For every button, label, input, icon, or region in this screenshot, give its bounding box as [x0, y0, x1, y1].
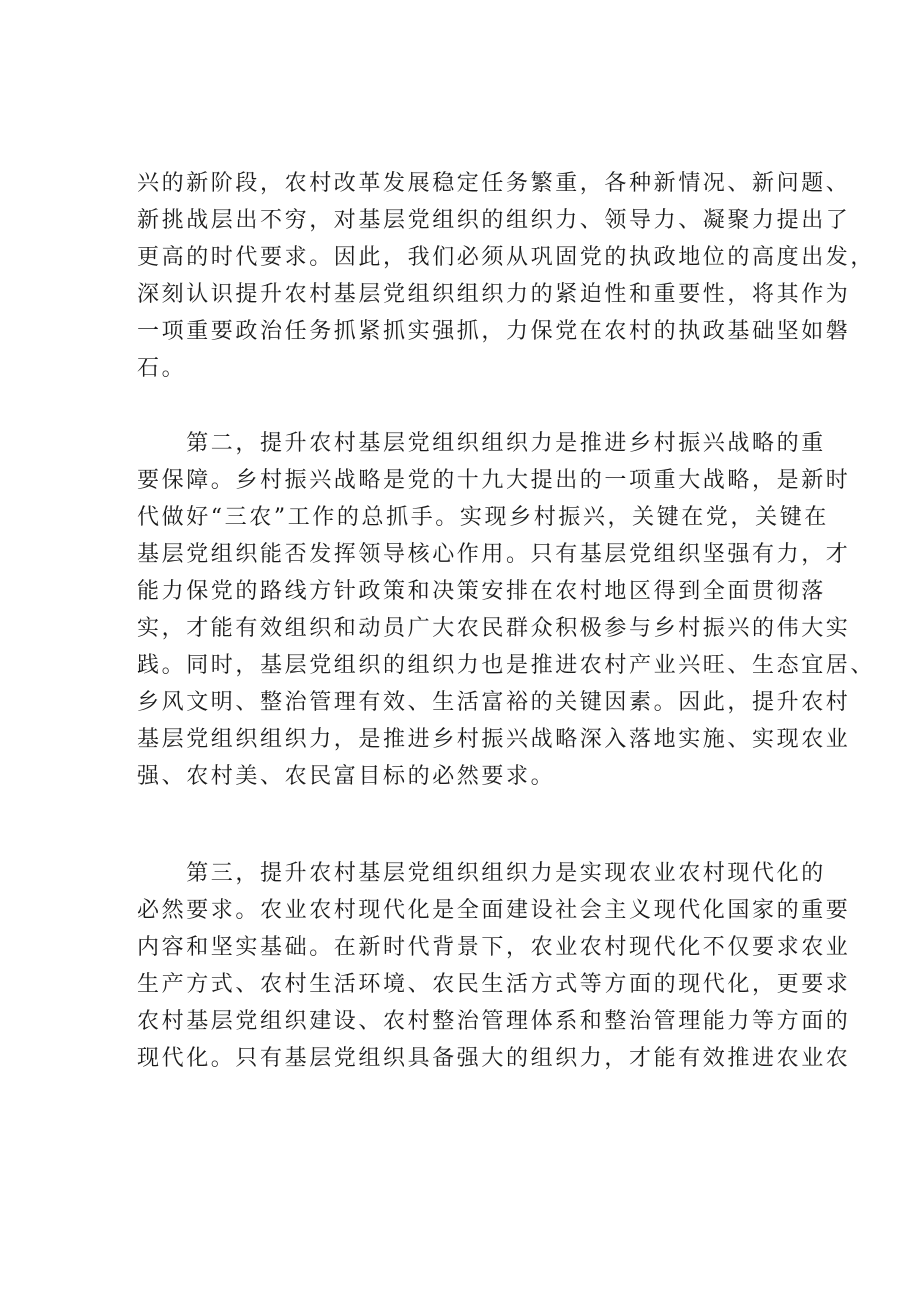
paragraph-1 — [137, 165, 876, 387]
text-line: 生产方式、农村生活环境、农民生活方式等方面的现代化，更要求 — [137, 972, 851, 997]
text-line: 实，才能有效组织和动员广大农民群众积极参与乡村振兴的伟大实 — [137, 616, 851, 641]
text-line: 新挑战层出不穷，对基层党组织的组织力、领导力、凝聚力提出了 — [137, 208, 851, 233]
text-line: 石。 — [137, 356, 187, 381]
paragraph-3 — [137, 855, 851, 1077]
text-line: 更高的时代要求。因此，我们必须从巩固党的执政地位的高度出发， — [137, 245, 876, 270]
text-line: 兴的新阶段，农村改革发展稳定任务繁重，各种新情况、新问题、 — [137, 171, 851, 196]
text-line: 第二，提升农村基层党组织组织力是推进乡村振兴战略的重 — [137, 431, 826, 456]
text-line: 强、农村美、农民富目标的必然要求。 — [137, 764, 556, 789]
text-line: 深刻认识提升农村基层党组织组织力的紧迫性和重要性，将其作为 — [137, 282, 851, 307]
text-line: 基层党组织能否发挥领导核心作用。只有基层党组织坚强有力，才 — [137, 542, 851, 567]
text-line: 现代化。只有基层党组织具备强大的组织力，才能有效推进农业农 — [137, 1046, 851, 1071]
text-line: 第三，提升农村基层党组织组织力是实现农业农村现代化的 — [137, 861, 826, 886]
text-line: 乡风文明、整治管理有效、生活富裕的关键因素。因此，提升农村 — [137, 690, 851, 715]
text-line: 代做好“三农”工作的总抓手。实现乡村振兴，关键在党，关键在 — [137, 505, 829, 530]
text-line: 一项重要政治任务抓紧抓实强抓，力保党在农村的执政基础坚如磐 — [137, 319, 851, 344]
text-line: 践。同时，基层党组织的组织力也是推进农村产业兴旺、生态宜居、 — [137, 653, 876, 678]
text-line: 农村基层党组织建设、农村整治管理体系和整治管理能力等方面的 — [137, 1009, 851, 1034]
paragraph-2 — [137, 425, 876, 795]
text-line: 要保障。乡村振兴战略是党的十九大提出的一项重大战略，是新时 — [137, 468, 851, 493]
text-line: 必然要求。农业农村现代化是全面建设社会主义现代化国家的重要 — [137, 898, 851, 923]
text-line: 能力保党的路线方针政策和决策安排在农村地区得到全面贯彻落 — [137, 579, 826, 604]
text-line: 基层党组织组织力，是推进乡村振兴战略深入落地实施、实现农业 — [137, 727, 851, 752]
text-line: 内容和坚实基础。在新时代背景下，农业农村现代化不仅要求农业 — [137, 935, 851, 960]
